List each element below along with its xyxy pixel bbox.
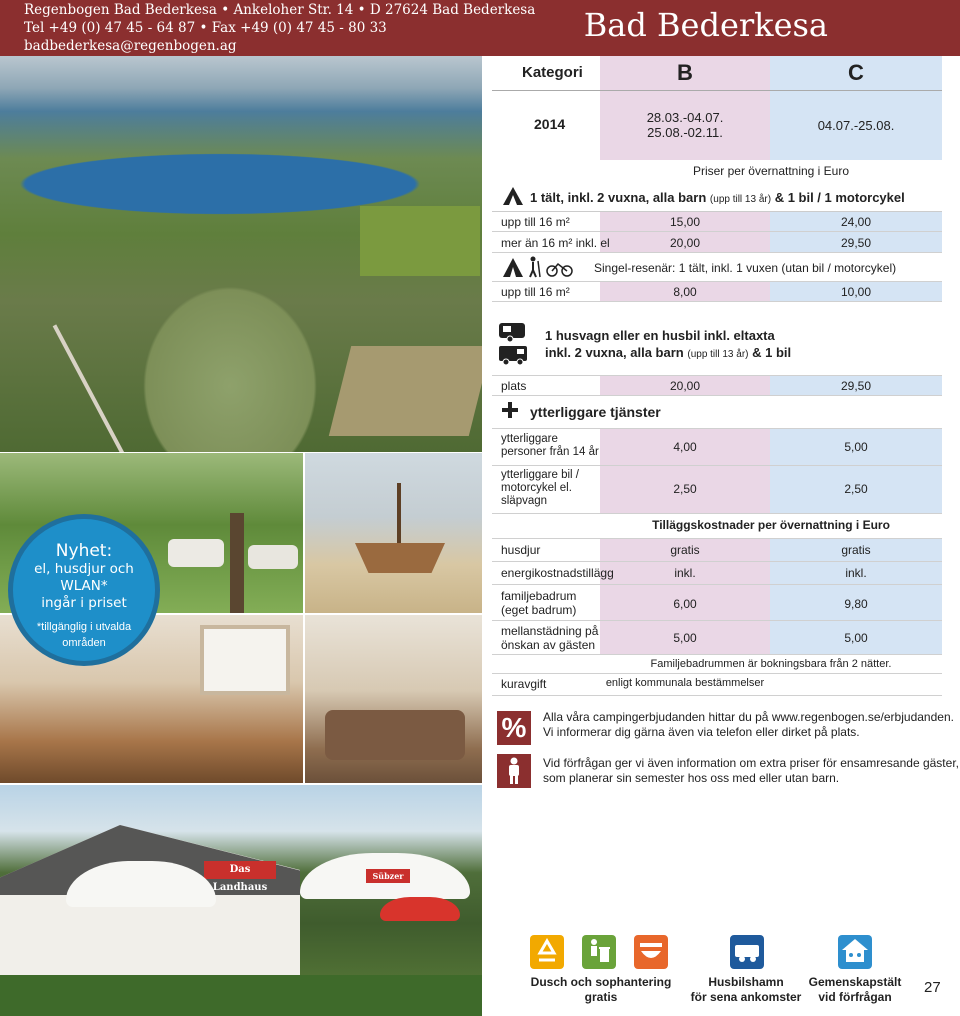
prices-heading: Priser per övernattning i Euro <box>692 164 850 178</box>
season-b-dates <box>600 110 770 140</box>
extra-services-title: ytterliggare tjänster <box>530 404 661 420</box>
restaurant-sign: Das Landhaus <box>204 861 276 879</box>
news-note: områden <box>62 637 106 649</box>
tent-hiker-bike-icon <box>502 255 574 279</box>
person-icon <box>497 754 531 788</box>
extra-row-label-line: motorcykel el. <box>501 482 572 494</box>
kuravgift-label: kuravgift <box>501 677 547 691</box>
add-price-b: 6,00 <box>673 597 697 611</box>
add-price-c: 9,80 <box>844 597 868 611</box>
news-title: Nyhet: <box>55 541 113 561</box>
caravan-header-line1: 1 husvagn eller en husbil inkl. eltaxta <box>545 328 775 343</box>
caravan-header-vehicle: & 1 bil <box>752 345 792 360</box>
landhaus-photo <box>0 785 482 1016</box>
season-b-date: 28.03.-04.07. <box>646 110 724 125</box>
recycle-icon <box>530 935 564 969</box>
page-number: 27 <box>924 979 941 996</box>
single-price-c: 10,00 <box>840 285 872 299</box>
extra-row-label-line: släpvagn <box>501 495 548 507</box>
feature-label-line: för sena ankomster <box>690 990 802 1004</box>
tent-price-b: 15,00 <box>669 215 701 229</box>
tent-header-age: (upp till 13 år) <box>709 194 772 205</box>
caravan-header-main: inkl. 2 vuxna, alla barn <box>545 345 684 360</box>
page-title: Bad Bederkesa <box>583 6 828 44</box>
extra-row-label <box>501 433 599 459</box>
extra-row-label <box>501 469 579 508</box>
add-row-label: husdjur <box>501 543 541 557</box>
caravan-price-b: 20,00 <box>669 379 701 393</box>
extra-price-b: 2,50 <box>673 482 697 496</box>
add-row-label-line: önskan av gästen <box>501 638 596 652</box>
feature-label-line: vid förfrågan <box>818 990 892 1004</box>
address-line: Regenbogen Bad Bederkesa • Ankeloher Str. 14 • D 27624 Bad Bederkesa <box>24 2 536 18</box>
season-c-dates: 04.07.-25.08. <box>817 118 895 133</box>
caravan-service-icon <box>730 935 764 969</box>
single-row-label: upp till 16 m² <box>501 285 570 299</box>
single-guest-line: som planerar sin semester hos oss med eller utan barn. <box>543 771 840 785</box>
single-guest-text <box>543 756 959 786</box>
tent-price-b: 20,00 <box>669 236 701 250</box>
extra-row-label-line: ytterliggare bil / <box>501 469 579 481</box>
address-block <box>24 1 535 55</box>
phone-line: Tel +49 (0) 47 45 - 64 87 • Fax +49 (0) 47 45 - 80 33 <box>24 20 387 36</box>
add-row-label: energikostnadstillägg <box>501 566 614 580</box>
add-price-b: 5,00 <box>673 631 697 645</box>
add-row-label-line: mellanstädning på <box>501 624 599 638</box>
caravan-header-age: (upp till 13 år) <box>687 349 749 360</box>
category-b: B <box>677 60 693 85</box>
family-bath-note: Familjebadrummen är bokningsbara från 2 nätter. <box>650 658 892 670</box>
extra-row-label-line: personer från 14 år <box>501 446 599 458</box>
extra-price-b: 4,00 <box>673 440 697 454</box>
tent-price-c: 24,00 <box>840 215 872 229</box>
add-row-label-line: (eget badrum) <box>501 603 577 617</box>
feature-label-line: gratis <box>584 990 618 1004</box>
tent-header-text <box>530 190 905 205</box>
extra-price-c: 2,50 <box>844 482 868 496</box>
add-price-c: gratis <box>841 543 871 557</box>
community-tent-label <box>804 975 906 1005</box>
add-price-b: gratis <box>670 543 700 557</box>
umbrella-sign: Sübzer <box>366 869 410 883</box>
kuravgift-value: enligt kommunala bestämmelser <box>605 677 765 689</box>
single-price-b: 8,00 <box>673 285 697 299</box>
add-row-label-line: familjebadrum <box>501 589 577 603</box>
add-price-c: 5,00 <box>844 631 868 645</box>
news-line: ingår i priset <box>41 595 127 611</box>
trash-icon <box>582 935 616 969</box>
extra-row-label-line: ytterliggare <box>501 433 558 445</box>
extra-heading: Tilläggskostnader per övernattning i Euro <box>652 518 890 532</box>
season-b-date: 25.08.-02.11. <box>647 125 723 140</box>
news-note: *tillgänglig i utvalda <box>36 621 132 633</box>
tent-icon <box>502 186 524 206</box>
feature-label-line: Gemenskapstält <box>808 975 902 989</box>
caravan-motorhome-icon <box>498 322 530 366</box>
extra-price-c: 5,00 <box>844 440 868 454</box>
tent-header-vehicle: & 1 bil / 1 motorcykel <box>774 190 905 205</box>
tent-row-label: mer än 16 m² inkl. el <box>501 236 610 250</box>
feature-label-line: Husbilshamn <box>708 975 784 989</box>
email-line: badbederkesa@regenbogen.ag <box>24 38 237 54</box>
add-row-label <box>501 589 576 617</box>
offers-line: Vi informerar dig gärna även via telefon eller dirket på plats. <box>543 725 860 739</box>
news-badge <box>8 514 160 666</box>
community-house-icon <box>838 935 872 969</box>
tent-row-label: upp till 16 m² <box>501 215 570 229</box>
news-line: el, husdjur och <box>34 561 134 577</box>
playground-photo <box>305 453 482 613</box>
kategori-label: Kategori <box>522 64 583 81</box>
news-line: WLAN* <box>60 578 108 594</box>
add-price-c: inkl. <box>845 566 867 580</box>
dishwash-icon <box>634 935 668 969</box>
single-header: Singel-resenär: 1 tält, inkl. 1 vuxen (utan bil / motorcykel) <box>594 261 897 275</box>
add-row-label <box>501 624 598 652</box>
feature-label-line: Dusch och sophantering <box>530 975 672 989</box>
tent-price-c: 29,50 <box>840 236 872 250</box>
percent-icon: % <box>497 711 531 745</box>
motorhome-harbor-label <box>688 975 804 1005</box>
header-bar <box>0 0 960 56</box>
year-label: 2014 <box>534 116 566 132</box>
add-price-b: inkl. <box>674 566 696 580</box>
plus-icon <box>502 402 518 418</box>
tent-header-main: 1 tält, inkl. 2 vuxna, alla barn <box>530 190 707 205</box>
single-guest-line: Vid förfrågan ger vi även information om extra priser för ensamresande gäster, <box>543 756 959 770</box>
lounge-photo <box>305 615 482 783</box>
shower-waste-label <box>530 975 672 1005</box>
category-c: C <box>848 60 864 85</box>
aerial-photo <box>0 56 482 452</box>
caravan-row-label: plats <box>501 379 527 393</box>
offers-text <box>543 710 954 740</box>
caravan-price-c: 29,50 <box>840 379 872 393</box>
caravan-header-line2 <box>545 345 791 360</box>
offers-line: Alla våra campingerbjudanden hittar du på www.regenbogen.se/erbjudanden. <box>543 710 954 724</box>
